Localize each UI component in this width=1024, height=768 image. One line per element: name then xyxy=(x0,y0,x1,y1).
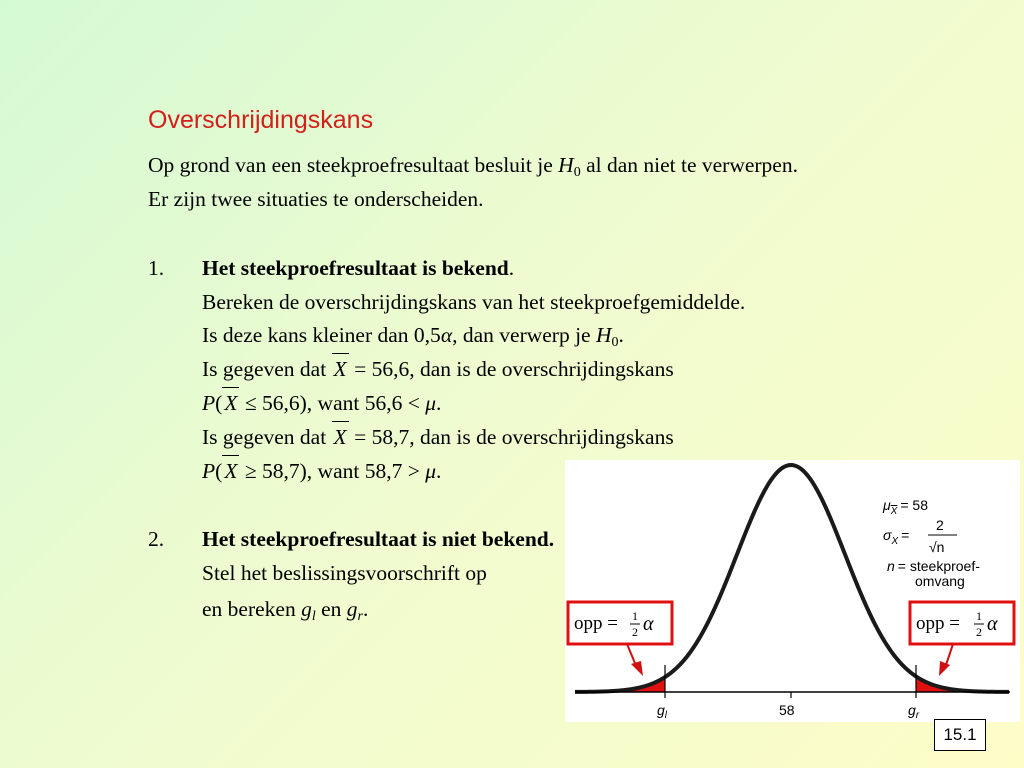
svg-text:opp =: opp = xyxy=(916,613,960,634)
axis-label-58: 58 xyxy=(779,702,795,718)
legend-mu: $\mu_X = 58$ xyxy=(883,497,928,517)
item-1-line-2: Is deze kans kleiner dan 0,5α, dan verwerp je $H_0$. xyxy=(202,323,624,350)
svg-text:1: 1 xyxy=(632,609,638,623)
axis-label-gl: $g_l$ xyxy=(657,702,668,721)
right-opp-label xyxy=(910,602,1014,644)
svg-text:opp =: opp = xyxy=(574,613,618,634)
x-bar-symbol: X xyxy=(224,391,238,415)
item-1-line-1: Bereken de overschrijdingskans van het steekproefgemiddelde. xyxy=(202,290,746,314)
legend-n-2: omvang xyxy=(915,573,965,589)
item-2-line-1: Stel het beslissingsvoorschrift op xyxy=(202,561,487,585)
axis-label-gr: $g_r$ xyxy=(908,702,920,721)
item-1-line-6: P(X ≥ 58,7), want 58,7 > μ. xyxy=(202,459,442,483)
item-1-line-5: Is gegeven dat X = 58,7, dan is de overschrijdingskans xyxy=(202,425,674,449)
svg-text:1: 1 xyxy=(976,609,982,623)
intro-line-2: Er zijn twee situaties te onderscheiden. xyxy=(148,187,484,211)
x-bar-symbol: X xyxy=(333,425,347,449)
legend xyxy=(882,497,980,589)
legend-sigma-numerator: 2 xyxy=(936,517,944,533)
item-1-number: 1. xyxy=(148,256,165,280)
item-2-number: 2. xyxy=(148,527,165,551)
legend-sigma: $\sigma_X$ = xyxy=(883,527,910,547)
x-bar-symbol: X xyxy=(224,459,238,483)
right-arrow xyxy=(939,644,953,676)
item-2-heading: Het steekproefresultaat is niet bekend. xyxy=(202,527,555,551)
svg-text:α: α xyxy=(643,613,654,635)
item-1-line-3: Is gegeven dat X = 56,6, dan is de overschrijdingskans xyxy=(202,357,674,381)
slide-number: 15.1 xyxy=(934,719,986,751)
x-bar-symbol: X xyxy=(333,357,347,381)
intro-line-1: Op grond van een steekproefresultaat besluit je $H_0$ al dan niet te verwerpen. xyxy=(148,153,798,180)
legend-sigma-denominator: √n xyxy=(929,539,945,555)
item-1-heading: Het steekproefresultaat is bekend. xyxy=(202,256,515,280)
legend-n: n = steekproef- xyxy=(887,558,980,574)
item-2-line-2: en bereken $g_l$ en $g_r$. xyxy=(202,597,369,624)
slide-title: Overschrijdingskans xyxy=(148,106,374,134)
svg-text:2: 2 xyxy=(632,625,638,639)
svg-text:2: 2 xyxy=(976,625,982,639)
left-arrow xyxy=(627,644,643,676)
normal-distribution-figure xyxy=(565,460,1020,722)
left-opp-label xyxy=(568,602,672,644)
svg-text:α: α xyxy=(987,613,998,635)
item-1-line-4: P(X ≤ 56,6), want 56,6 < μ. xyxy=(202,391,442,415)
normal-curve-svg xyxy=(565,460,1020,722)
